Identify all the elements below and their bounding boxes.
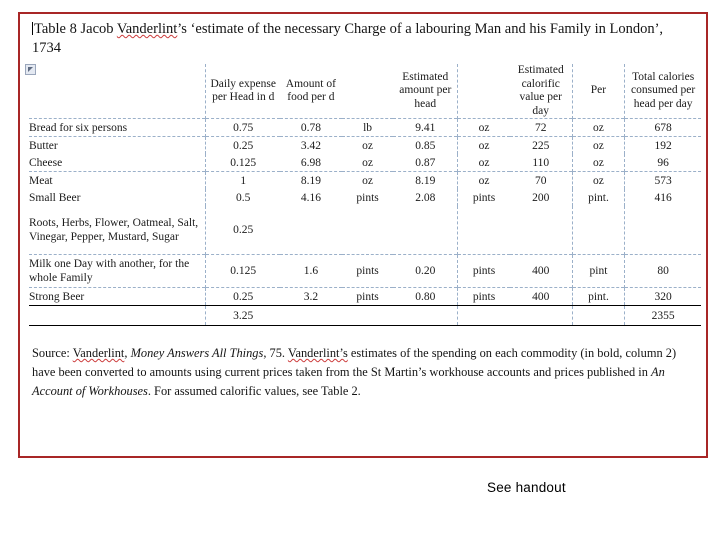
cell-unit-1 [342,206,394,255]
table-row [29,154,701,172]
cell-amount-food: 1.6 [280,255,342,288]
slide-red-frame [18,12,708,458]
source-note: Source: Vanderlint, Money Answers All Things, 75. Vanderlint’s estimates of the spending on each commodity (in bold, column 2) have been converted to amounts using current prices taken from the St Martin’s workhouse accounts and prices published in An Account of Workhouses. For assumed calorific values, see Table 2. [32,346,677,398]
cell-unit-1: oz [342,172,394,190]
cell-calorific [510,206,572,255]
cell-estimated-amount: 2.08 [415,191,436,204]
cell-daily-expense: 0.125 [206,255,280,288]
cell-total-total-calories: 2355 [625,306,701,326]
cell-total-daily-expense: 3.25 [206,306,280,326]
cell-item: Strong Beer [29,288,206,306]
source-work-title-2: An Account of Workhouses [32,365,665,398]
table-header [29,64,701,119]
header-unit-2 [458,64,510,119]
table-row [29,172,701,190]
cell-calorific: 110 [532,156,550,169]
cell-daily-expense: 0.5 [206,189,280,206]
table-row [29,288,701,306]
source-body-2: . For assumed calorific values, see Table 2. [147,384,361,398]
cell-amount-food: 3.42 [280,137,342,155]
cell-item: Butter [29,137,206,155]
cell-estimated-amount [393,206,457,255]
cell-per [572,206,625,255]
cell-unit-1: lb [342,119,394,137]
table-row [29,119,701,137]
cell-daily-expense: 0.75 [206,119,280,137]
cell-unit-1: pints [342,255,394,288]
table-caption [32,20,692,58]
table-row [29,137,701,155]
cell-calorific: 70 [510,172,572,190]
cell-calorific: 72 [510,119,572,137]
cell-calorific: 200 [532,191,550,204]
cell-calorific: 400 [510,288,572,306]
source-page: 75 [269,346,282,360]
vanderlint-estimate-table [29,64,701,326]
cell-total-item [29,306,206,326]
cell-total-estimated-amount [393,306,457,326]
text-caret [32,22,33,35]
cell-total-per [572,306,625,326]
cell-total-calories: 678 [625,119,701,137]
cell-amount-food: 8.19 [280,172,342,190]
cell-unit-2: pints [458,288,510,306]
header-calorific-value: Estimated calorific value per day [517,64,564,117]
cell-per: oz [572,172,625,190]
cell-unit-1: pints [356,191,379,204]
table-header-row [29,64,701,119]
cell-calorific: 400 [510,255,572,288]
cell-unit-2: oz [458,137,510,155]
cell-item: Small Beer [29,191,81,204]
cell-estimated-amount: 0.85 [393,137,457,155]
table-row [29,206,701,255]
cell-estimated-amount: 0.80 [393,288,457,306]
cell-unit-2: oz [458,119,510,137]
header-estimated-amount: Estimated amount per head [399,70,452,110]
source-label: Source: [32,346,70,360]
cell-unit-2: oz [458,172,510,190]
cell-daily-expense: 0.25 [206,137,280,155]
cell-total-calories: 320 [625,288,701,306]
cell-total-calorific [510,306,572,326]
header-item [29,64,206,119]
see-handout-note: See handout [487,480,566,495]
source-author: Vanderlint [72,346,125,360]
cell-calorific: 225 [510,137,572,155]
cell-estimated-amount: 8.19 [393,172,457,190]
cell-unit-2: oz [458,154,510,172]
cell-amount-food: 3.2 [280,288,342,306]
header-daily-expense: Daily expense per Head in d [206,64,280,119]
cell-total-calories: 416 [625,189,701,206]
table-row [29,189,701,206]
header-unit-1 [342,64,394,119]
cell-estimated-amount: 9.41 [393,119,457,137]
cell-per: pint. [572,189,625,206]
cell-item: Meat [29,172,206,190]
cell-daily-expense: 1 [206,172,280,190]
source-work-title: Money Answers All Things [130,346,264,360]
table-body [29,119,701,326]
cell-total-calories: 573 [625,172,701,190]
cell-item: Cheese [29,156,63,169]
cell-total-calories: 96 [625,154,701,172]
table-total-row [29,306,701,326]
header-amount-of-food: Amount of food per d [285,77,336,103]
cell-item: Roots, Herbs, Flower, Oatmeal, Salt, Vinegar, Pepper, Mustard, Sugar [29,217,199,243]
table-row [29,255,701,288]
header-per: Per [572,64,625,119]
cell-amount-food: 6.98 [300,156,321,169]
cell-total-amount-food [280,306,342,326]
cell-unit-2: pints [458,189,510,206]
cell-daily-expense: 0.125 [206,154,280,172]
cell-item: Bread for six persons [29,119,206,137]
caption-text-after: ’s ‘estimate of the necessary Charge of a labouring Man and his Family in London’, 1734 [32,21,664,56]
cell-daily-expense: 0.25 [206,206,280,255]
cell-total-calories [625,206,701,255]
cell-total-unit-1 [342,306,394,326]
source-author-possessive: Vanderlint’s [287,346,348,360]
cell-amount-food: 4.16 [300,191,321,204]
cell-unit-2: pints [458,255,510,288]
cell-unit-2 [458,206,510,255]
cell-item: Milk one Day with another, for the whole Family [29,255,206,288]
cell-per: pint [572,255,625,288]
cell-unit-1: oz [362,156,373,169]
cell-per: oz [572,137,625,155]
source-body-1: estimates of the spending on each commodity (in bold, column 2) have been converted to amounts using current prices taken from the St Martin’s workhouse accounts and prices published in [32,346,677,379]
cell-estimated-amount: 0.20 [393,255,457,288]
caption-spellcheck-word: Vanderlint [116,21,178,37]
cell-daily-expense: 0.25 [206,288,280,306]
cell-amount-food [280,206,342,255]
cell-per: oz [572,154,625,172]
cell-per: pint. [572,288,625,306]
caption-text-before: Table 8 Jacob [34,21,117,37]
cell-unit-1: oz [342,137,394,155]
cell-estimated-amount: 0.87 [415,156,436,169]
cell-unit-1: pints [342,288,394,306]
cell-total-calories: 192 [625,137,701,155]
header-total-calories: Total calories consumed per head per day [625,64,701,119]
cell-total-calories: 80 [625,255,701,288]
cell-amount-food: 0.78 [280,119,342,137]
cell-total-unit-2 [458,306,510,326]
cell-per: oz [572,119,625,137]
